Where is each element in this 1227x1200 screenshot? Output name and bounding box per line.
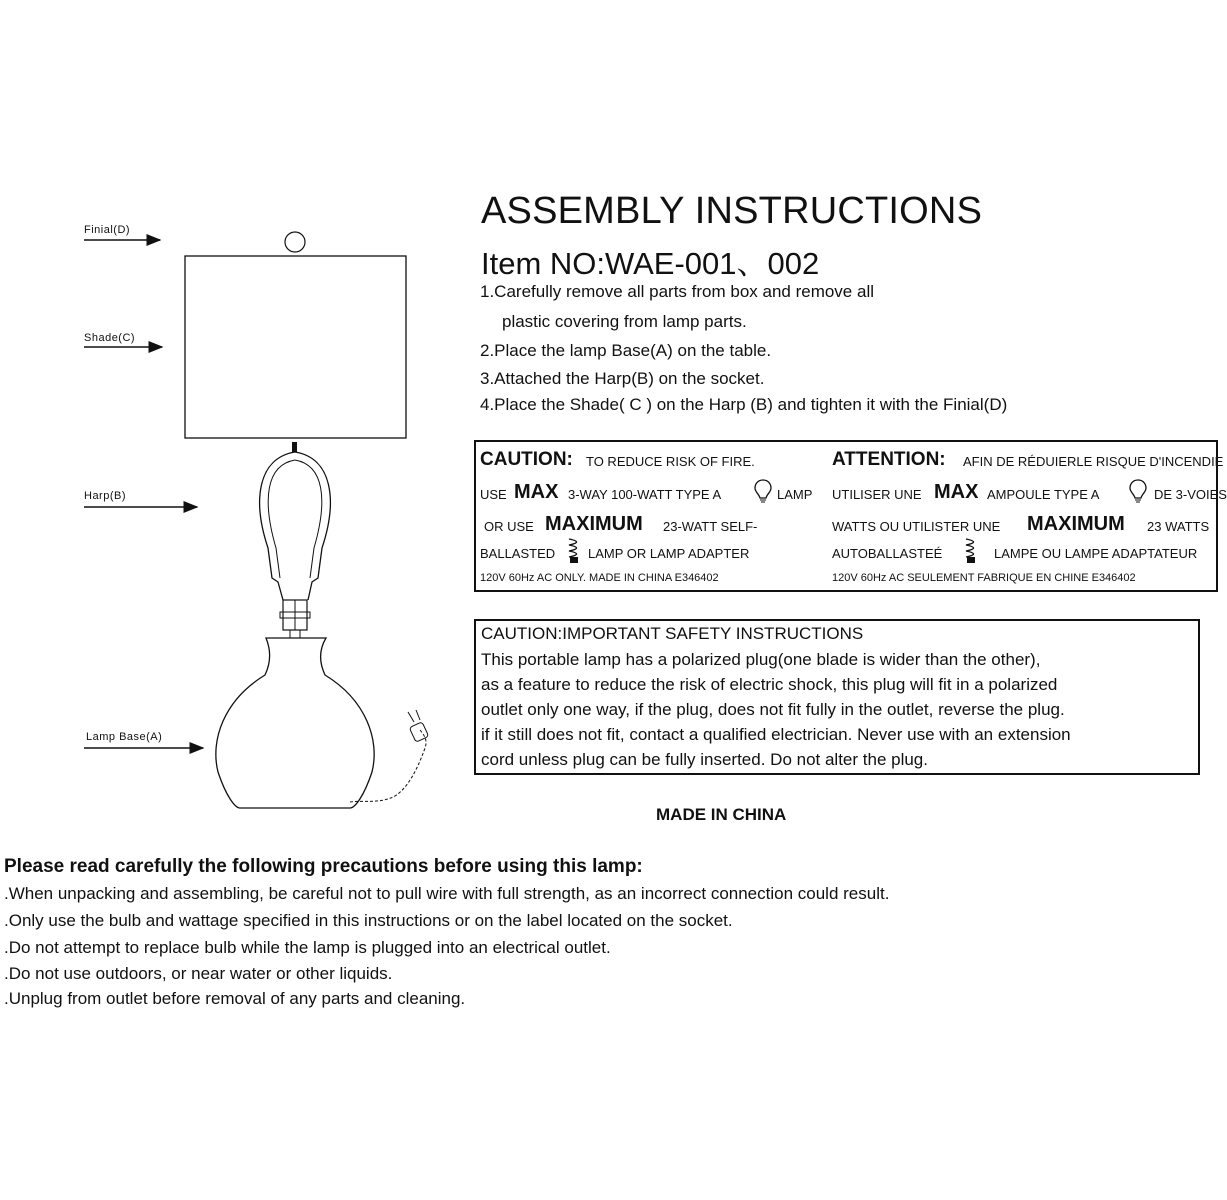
step-1: 1.Carefully remove all parts from box and remove all (480, 282, 874, 301)
lamp-neck (290, 630, 300, 638)
safety-line-5: cord unless plug can be fully inserted. Do not alter the plug. (481, 750, 928, 769)
safety-line-4: if it still does not fit, contact a qualified electrician. Never use with an extension (481, 725, 1071, 744)
step-1-cont: plastic covering from lamp parts. (502, 312, 747, 331)
finial-label: Finial(D) (84, 224, 131, 236)
shade-label: Shade(C) (84, 332, 136, 344)
bulb-icon (753, 478, 773, 507)
caution-fr-maximum: MAXIMUM (1027, 513, 1125, 535)
caution-en-head: CAUTION: (480, 449, 573, 470)
caution-en-ratings: 120V 60Hz AC ONLY. MADE IN CHINA E346402 (480, 572, 719, 584)
precaution-3: .Do not attempt to replace bulb while the lamp is plugged into an electrical outlet. (4, 938, 611, 957)
harp-shape (260, 452, 295, 600)
caution-label-box (474, 440, 1227, 592)
safety-line-1: This portable lamp has a polarized plug(one blade is wider than the other), (481, 650, 1041, 669)
cfl-bulb-icon-fr (963, 537, 979, 568)
caution-fr-lampe: LAMPE OU LAMPE ADAPTATEUR (994, 546, 1198, 561)
precaution-4: .Do not use outdoors, or near water or other liquids. (4, 964, 393, 983)
safety-line-3: outlet only one way, if the plug, does not fit fully in the outlet, reverse the plug. (481, 700, 1065, 719)
caution-fr-3voies: DE 3-VOIES (1154, 487, 1227, 502)
caution-en-type: 3-WAY 100-WATT TYPE A (568, 487, 722, 502)
caution-en-oruse: OR USE (484, 519, 534, 534)
caution-fr-ampoule: AMPOULE TYPE A (987, 487, 1100, 502)
harp-top (292, 442, 297, 452)
precautions-title: Please read carefully the following precautions before using this lamp: (4, 856, 643, 877)
caution-en-23watt: 23-WATT SELF- (663, 519, 758, 534)
caution-fr-max: MAX (934, 481, 979, 503)
precaution-5: .Unplug from outlet before removal of any parts and cleaning. (4, 989, 466, 1008)
bulb-icon-fr (1128, 478, 1148, 507)
caution-en-max: MAX (514, 481, 559, 503)
harp-label: Harp(B) (84, 490, 127, 502)
caution-en-use: USE (480, 487, 507, 502)
base-label: Lamp Base(A) (86, 731, 163, 743)
shade-shape (185, 256, 406, 438)
caution-en-line1: TO REDUCE RISK OF FIRE. (586, 454, 755, 469)
precaution-2: .Only use the bulb and wattage specified in this instructions or on the label located on the socket. (4, 911, 733, 930)
caution-en-lamp: LAMP (777, 487, 813, 502)
made-in-china: MADE IN CHINA (656, 805, 787, 824)
caution-en-ballasted: BALLASTED (480, 546, 556, 561)
item-number: Item NO:WAE-001、002 (481, 246, 820, 281)
step-3: 3.Attached the Harp(B) on the socket. (480, 369, 765, 388)
lamp-base-shape (216, 638, 374, 808)
lamp-diagram (0, 0, 460, 830)
caution-fr-autoballastee: AUTOBALLASTEÉ (832, 546, 943, 561)
caution-en-adapter: LAMP OR LAMP ADAPTER (588, 546, 750, 561)
finial-shape (285, 232, 305, 252)
page-title: ASSEMBLY INSTRUCTIONS (481, 190, 983, 232)
caution-fr-watts: WATTS OU UTILISTER UNE (832, 519, 1001, 534)
safety-title: CAUTION:IMPORTANT SAFETY INSTRUCTIONS (481, 624, 864, 643)
step-2: 2.Place the lamp Base(A) on the table. (480, 341, 772, 360)
caution-fr-23watts: 23 WATTS (1147, 519, 1210, 534)
safety-instructions-box (474, 619, 1200, 775)
caution-fr-line1: AFIN DE RÉDUIERLE RISQUE D'INCENDIE (963, 454, 1224, 469)
cord-shape (350, 730, 426, 802)
cfl-bulb-icon (566, 537, 582, 568)
caution-en-maximum: MAXIMUM (545, 513, 643, 535)
caution-fr-utiliser: UTILISER UNE (832, 487, 922, 502)
step-4: 4.Place the Shade( C ) on the Harp (B) and tighten it with the Finial(D) (480, 395, 1008, 414)
caution-fr-head: ATTENTION: (832, 449, 946, 470)
precaution-1: .When unpacking and assembling, be careful not to pull wire with full strength, as an incorrect connection could result. (4, 884, 890, 903)
safety-line-2: as a feature to reduce the risk of electric shock, this plug will fit in a polarized (481, 675, 1058, 694)
caution-fr-ratings: 120V 60Hz AC SEULEMENT FABRIQUE EN CHINE E346402 (832, 572, 1136, 584)
